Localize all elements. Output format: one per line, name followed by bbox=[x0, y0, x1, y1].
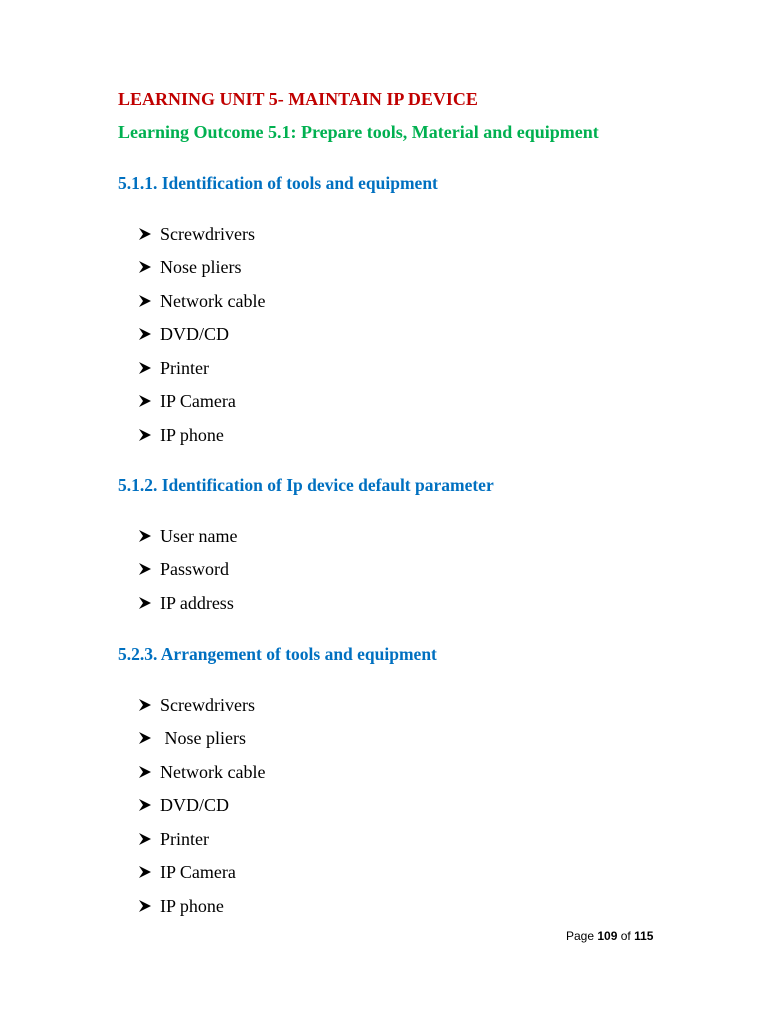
section-title-tools-arrangement: 5.2.3. Arrangement of tools and equipment bbox=[118, 644, 437, 664]
list-item-label: IP phone bbox=[160, 895, 224, 916]
arrow-right-icon bbox=[138, 899, 152, 913]
total-pages-number: 115 bbox=[634, 929, 654, 943]
list-item-label: User name bbox=[160, 525, 238, 546]
list-item-label: IP Camera bbox=[160, 862, 236, 883]
list-item bbox=[138, 586, 237, 620]
list-item bbox=[138, 688, 265, 722]
arrow-right-icon bbox=[138, 832, 152, 846]
arrow-right-icon bbox=[138, 394, 152, 408]
list-item bbox=[138, 217, 265, 251]
list-item-label: IP phone bbox=[160, 424, 224, 445]
arrow-right-icon bbox=[138, 327, 152, 341]
arrow-right-icon bbox=[138, 529, 152, 543]
arrow-right-icon bbox=[138, 731, 152, 745]
list-item-label: Nose pliers bbox=[160, 257, 242, 278]
list-item bbox=[138, 822, 265, 856]
arrow-right-icon bbox=[138, 562, 152, 576]
list-item bbox=[138, 755, 265, 789]
arrow-right-icon bbox=[138, 798, 152, 812]
list-item-label: IP Camera bbox=[160, 391, 236, 412]
list-item-label: Nose pliers bbox=[160, 728, 246, 749]
list-item-label: IP address bbox=[160, 592, 234, 613]
list-item-label: Network cable bbox=[160, 290, 266, 311]
arrow-right-icon bbox=[138, 596, 152, 610]
page-label: Page bbox=[566, 929, 595, 943]
arrow-right-icon bbox=[138, 865, 152, 879]
arrow-right-icon bbox=[138, 698, 152, 712]
list-item bbox=[138, 418, 265, 452]
current-page-number: 109 bbox=[597, 929, 618, 943]
list-item bbox=[138, 722, 265, 756]
arrow-right-icon bbox=[138, 227, 152, 241]
list-item-label: Password bbox=[160, 559, 230, 580]
tools-list bbox=[138, 217, 265, 452]
default-parameters-list bbox=[138, 519, 237, 620]
arrow-right-icon bbox=[138, 361, 152, 375]
arrow-right-icon bbox=[138, 260, 152, 274]
list-item bbox=[138, 351, 265, 385]
list-item bbox=[138, 889, 265, 923]
list-item-label: DVD/CD bbox=[160, 324, 230, 345]
page-number-footer bbox=[566, 929, 653, 943]
list-item-label: Screwdrivers bbox=[160, 694, 255, 715]
list-item bbox=[138, 553, 237, 587]
arrow-right-icon bbox=[138, 294, 152, 308]
list-item bbox=[138, 251, 265, 285]
page-separator: of bbox=[620, 929, 631, 943]
list-item-label: Screwdrivers bbox=[160, 223, 255, 244]
section-title-tools-identification: 5.1.1. Identification of tools and equipment bbox=[118, 173, 438, 193]
list-item bbox=[138, 318, 265, 352]
list-item bbox=[138, 284, 265, 318]
list-item bbox=[138, 856, 265, 890]
arrow-right-icon bbox=[138, 765, 152, 779]
arrangement-list bbox=[138, 688, 265, 923]
list-item-label: DVD/CD bbox=[160, 795, 230, 816]
learning-outcome-title: Learning Outcome 5.1: Prepare tools, Material and equipment bbox=[118, 122, 599, 142]
list-item-label: Printer bbox=[160, 828, 209, 849]
list-item-label: Printer bbox=[160, 357, 209, 378]
section-title-default-parameters: 5.1.2. Identification of Ip device default parameter bbox=[118, 475, 494, 495]
unit-title: LEARNING UNIT 5- MAINTAIN IP DEVICE bbox=[118, 89, 478, 109]
list-item bbox=[138, 519, 237, 553]
list-item bbox=[138, 385, 265, 419]
arrow-right-icon bbox=[138, 428, 152, 442]
list-item bbox=[138, 789, 265, 823]
list-item-label: Network cable bbox=[160, 761, 266, 782]
